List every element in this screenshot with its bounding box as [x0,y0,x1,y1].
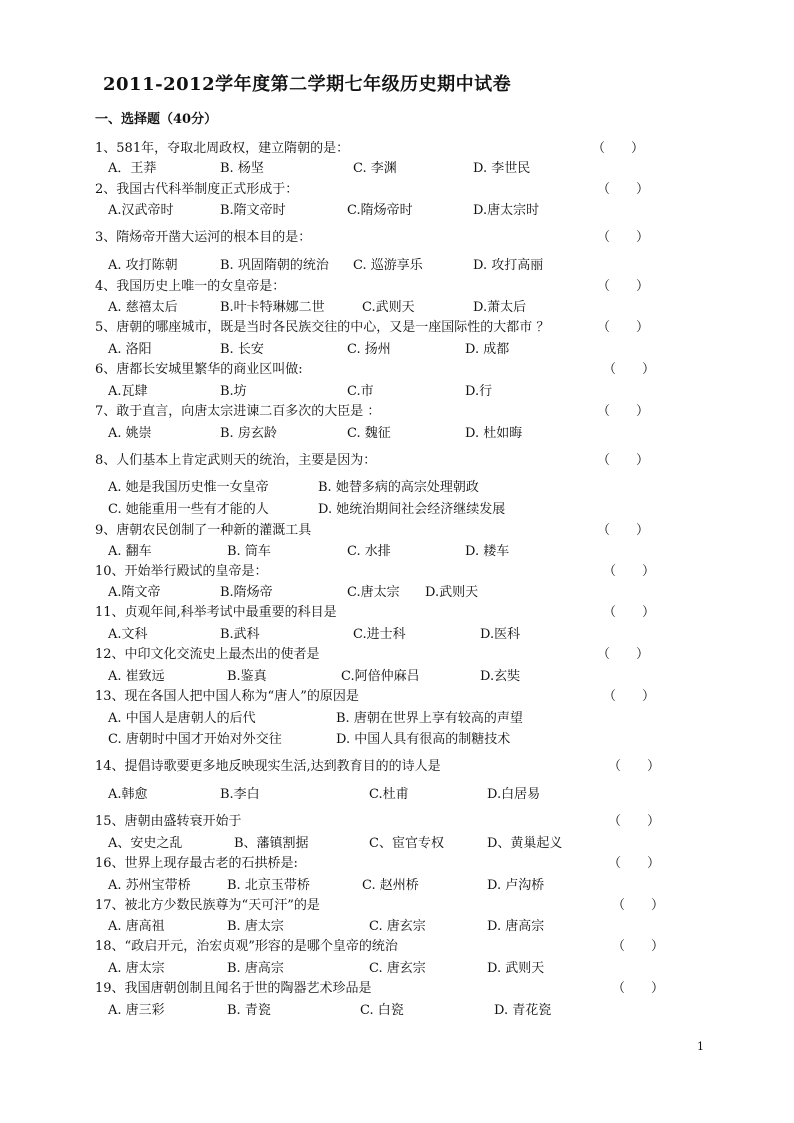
answer-option: B.叶卡特琳娜二世 [220,300,325,315]
answer-option: C. 她能重用一些有才能的人 [108,502,269,517]
answer-blank: （ ） [603,564,656,579]
answer-option: D. 卢沟桥 [487,878,545,893]
question-text: 8、人们基本上肯定武则天的统治，主要是因为： [95,453,377,468]
answer-option: A. 中国人是唐朝人的后代 [108,711,256,726]
answer-option: D. 耧车 [465,544,510,559]
question-text: 6、唐都长安城里繁华的商业区叫做: [95,362,303,377]
exam-title: 2011-2012学年度第二学期七年级历史期中试卷 [103,74,512,95]
answer-option: B. 唐朝在世界上享有较高的声望 [336,711,523,726]
answer-option: C.进士科 [353,627,406,642]
answer-blank: （ ） [608,856,661,871]
answer-option: C.唐太宗 [347,585,400,600]
answer-option: C.武则天 [362,300,415,315]
answer-option: C. 唐玄宗 [369,919,426,934]
answer-option: C.隋炀帝时 [347,203,413,218]
answer-option: B.隋文帝时 [220,203,286,218]
answer-option: D.玄奘 [480,669,521,684]
answer-option: B.鉴真 [227,669,267,684]
question-text: 2、我国古代科举制度正式形成于： [95,182,299,197]
answer-option: D. 武则天 [487,961,545,976]
answer-option: B. 北京玉带桥 [227,878,310,893]
answer-option: D. 李世民 [473,161,531,176]
answer-option: B、藩镇割据 [234,836,309,851]
answer-option: C. 扬州 [347,342,391,357]
answer-option: A、安史之乱 [108,836,183,851]
answer-option: C、宦官专权 [369,836,444,851]
answer-blank: （ ） [612,898,665,913]
answer-option: D. 唐高宗 [487,919,545,934]
answer-blank: （ ） [597,404,650,419]
answer-option: A. 洛阳 [108,342,152,357]
answer-option: C.市 [347,384,374,399]
answer-option: D. 杜如晦 [465,426,523,441]
answer-option: B. 巩固隋朝的统治 [220,258,329,273]
answer-option: A. 唐三彩 [108,1003,165,1018]
answer-option: A. 她是我国历史惟一女皇帝 [108,480,269,495]
answer-option: D. 青花瓷 [494,1003,552,1018]
answer-option: A.汉武帝时 [108,203,174,218]
answer-option: A.隋文帝 [108,585,161,600]
answer-option: C. 赵州桥 [362,878,419,893]
answer-option: D.萧太后 [473,300,527,315]
answer-option: C. 巡游享乐 [353,258,423,273]
answer-option: B. 青瓷 [227,1003,271,1018]
answer-option: B. 杨坚 [220,161,264,176]
answer-blank: （ ） [612,981,665,996]
answer-option: A. 崔致远 [108,669,165,684]
question-text: 10、开始举行殿试的皇帝是： [95,564,268,579]
answer-option: C.杜甫 [369,787,409,802]
answer-option: D. 她统治期间社会经济继续发展 [318,502,506,517]
question-text: 1、581年，夺取北周政权，建立隋朝的是： [95,141,350,156]
question-text: 5、唐朝的哪座城市，既是当时各民族交往的中心，又是一座国际性的大都市 ？ [95,320,550,335]
answer-option: D. 中国人具有很高的制糖技术 [336,732,511,747]
answer-option: D. 攻打高丽 [473,258,544,273]
answer-option: A. 姚崇 [108,426,152,441]
question-text: 18、“政启开元，治宏贞观”形容的是哪个皇帝的统治 [95,939,398,954]
answer-blank: （ ） [592,141,645,156]
answer-blank: （ ） [603,362,656,377]
answer-option: B. 房玄龄 [220,426,277,441]
answer-option: B. 长安 [220,342,264,357]
answer-option: A.韩愈 [108,787,148,802]
answer-option: C. 唐玄宗 [369,961,426,976]
answer-blank: （ ） [597,523,650,538]
answer-option: A．王莽 [108,161,157,176]
question-text: 12、中印文化交流史上最杰出的使者是 [95,647,320,662]
answer-blank: （ ） [597,279,650,294]
answer-option: B. 唐高宗 [227,961,284,976]
answer-blank: （ ） [597,230,650,245]
answer-blank: （ ） [597,647,650,662]
answer-option: B. 唐太宗 [227,919,284,934]
answer-option: C. 唐朝时中国才开始对外交往 [108,732,282,747]
answer-blank: （ ） [612,939,665,954]
answer-option: D.唐太宗时 [473,203,540,218]
answer-option: A. 唐太宗 [108,961,165,976]
answer-option: A.文科 [108,627,148,642]
answer-option: B.隋炀帝 [220,585,273,600]
answer-option: B.坊 [220,384,247,399]
answer-option: D.白居易 [487,787,541,802]
answer-option: D.医科 [480,627,521,642]
question-text: 14、提倡诗歌要更多地反映现实生活,达到教育目的的诗人是 [95,759,441,774]
question-text: 13、现在各国人把中国人称为“唐人”的原因是 [95,689,359,704]
answer-option: C. 水排 [347,544,391,559]
section-heading: 一、选择题（40分） [95,112,218,127]
answer-option: C. 白瓷 [360,1003,404,1018]
question-text: 15、唐朝由盛转衰开始于 [95,814,242,829]
question-text: 19、我国唐朝创制且闻名于世的陶器艺术珍品是 [95,981,372,996]
answer-option: D.武则天 [425,585,479,600]
question-text: 16、世界上现存最古老的石拱桥是: [95,856,298,871]
question-text: 3、隋炀帝开凿大运河的根本目的是： [95,230,312,245]
answer-blank: （ ） [603,605,656,620]
answer-blank: （ ） [608,759,661,774]
question-text: 17、被北方少数民族尊为“天可汗”的是 [95,898,320,913]
answer-blank: （ ） [597,182,650,197]
answer-option: C. 李渊 [353,161,397,176]
answer-option: D.行 [465,384,493,399]
question-text: 7、敢于直言，向唐太宗进谏二百多次的大臣是 ： [95,404,381,419]
answer-option: B. 筒车 [227,544,271,559]
answer-option: A. 慈禧太后 [108,300,178,315]
answer-option: B.李白 [220,787,260,802]
answer-option: C.阿倍仲麻吕 [341,669,420,684]
question-text: 11、贞观年间,科举考试中最重要的科目是 [95,605,337,620]
answer-option: B. 她替多病的高宗处理朝政 [318,480,479,495]
answer-blank: （ ） [608,814,661,829]
answer-option: A.瓦肆 [108,384,148,399]
answer-blank: （ ） [597,453,650,468]
answer-option: A. 攻打陈朝 [108,258,178,273]
question-text: 9、唐朝农民创制了一种新的灌溉工具 [95,523,312,538]
answer-option: D、黄巢起义 [487,836,563,851]
answer-option: A. 翻车 [108,544,152,559]
answer-blank: （ ） [597,320,650,335]
answer-option: A. 苏州宝带桥 [108,878,191,893]
question-text: 4、我国历史上唯一的女皇帝是： [95,279,286,294]
page-number: 1 [697,1040,704,1053]
answer-option: B.武科 [220,627,260,642]
answer-option: A. 唐高祖 [108,919,165,934]
answer-blank: （ ） [603,689,656,704]
answer-option: C. 魏征 [347,426,391,441]
answer-option: D. 成都 [465,342,510,357]
